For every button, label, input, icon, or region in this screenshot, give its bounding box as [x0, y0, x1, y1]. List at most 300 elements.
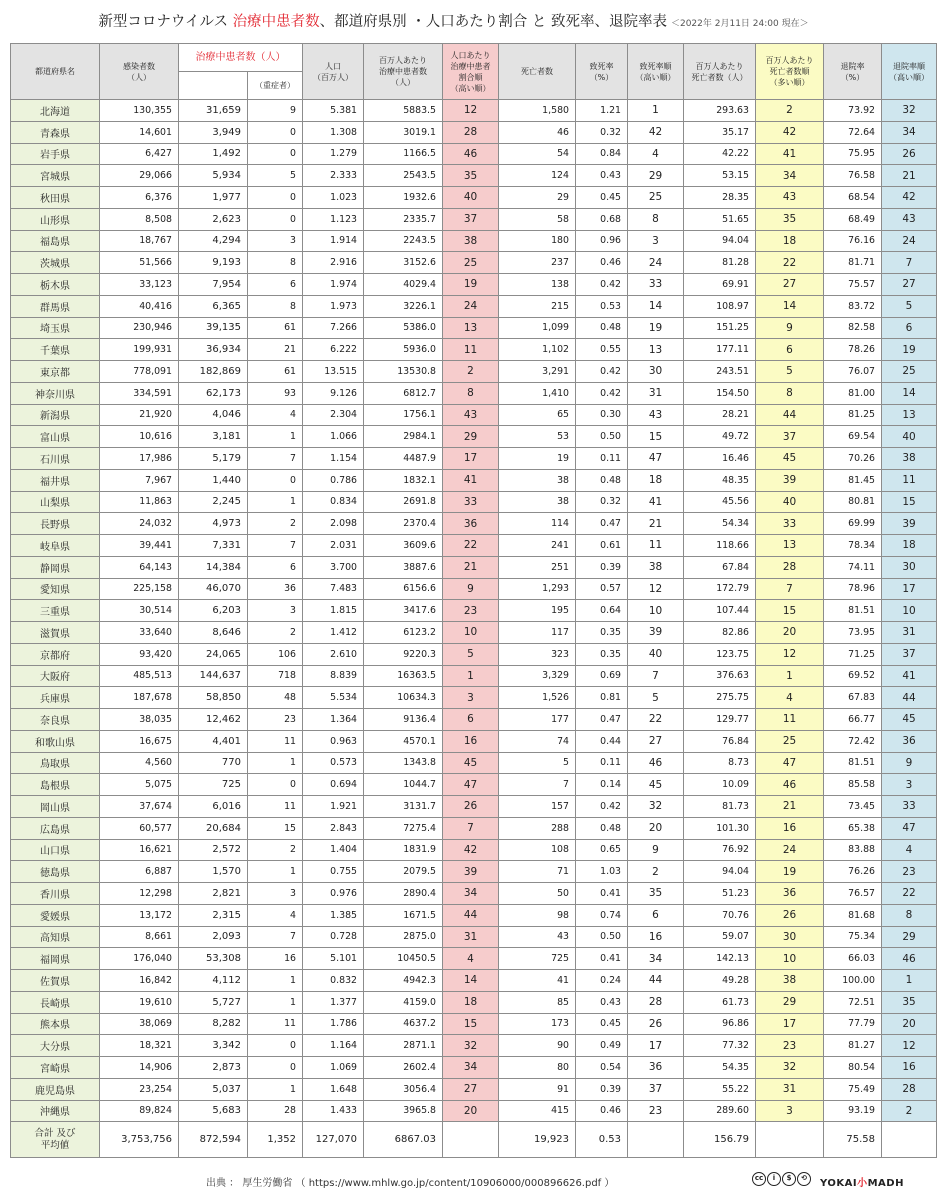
cell-deaths-per-million: 70.76 [684, 904, 756, 926]
cell-ratio-rank: 29 [443, 426, 499, 448]
cell-treating: 39,135 [179, 317, 248, 339]
cell-population: 8.839 [303, 665, 364, 687]
cell-fatality-rank: 33 [628, 274, 684, 296]
cell-discharge-rank: 47 [882, 817, 937, 839]
cell-deaths-per-million: 69.91 [684, 274, 756, 296]
table-row [11, 796, 937, 818]
cell-per-million: 4570.1 [364, 730, 443, 752]
cell-deaths-pm-rank: 18 [756, 230, 824, 252]
cell-deaths-pm-rank: 31 [756, 1078, 824, 1100]
header-discharge-rank: 退院率順 （高い順） [882, 44, 937, 100]
cell-infected: 8,661 [100, 926, 179, 948]
table-row [11, 274, 937, 296]
cell-treating: 62,173 [179, 382, 248, 404]
cell-fatality-rank: 31 [628, 382, 684, 404]
cell-fatality: 0.69 [576, 665, 628, 687]
cell-discharge-rank: 4 [882, 839, 937, 861]
cell-fatality: 0.50 [576, 426, 628, 448]
cell-discharge: 74.11 [824, 556, 882, 578]
cell-discharge: 82.58 [824, 317, 882, 339]
cell-discharge: 73.45 [824, 796, 882, 818]
cell-treating: 7,954 [179, 274, 248, 296]
cell-fatality: 0.41 [576, 948, 628, 970]
cell-discharge: 69.52 [824, 665, 882, 687]
cell-ratio-rank: 45 [443, 752, 499, 774]
cell-deaths: 117 [499, 622, 576, 644]
total-treating: 872,594 [179, 1122, 248, 1158]
cell-discharge: 72.51 [824, 991, 882, 1013]
cell-fatality-rank: 9 [628, 839, 684, 861]
cell-discharge-rank: 23 [882, 861, 937, 883]
cell-deaths: 54 [499, 143, 576, 165]
cell-severe: 1 [248, 426, 303, 448]
cell-treating: 12,462 [179, 709, 248, 731]
cell-discharge-rank: 6 [882, 317, 937, 339]
cell-deaths: 41 [499, 970, 576, 992]
cell-fatality: 0.57 [576, 578, 628, 600]
cell-deaths-per-million: 67.84 [684, 556, 756, 578]
cell-fatality-rank: 8 [628, 208, 684, 230]
cell-deaths: 177 [499, 709, 576, 731]
cell-fatality: 0.39 [576, 556, 628, 578]
cell-fatality-rank: 17 [628, 1035, 684, 1057]
cell-deaths: 1,410 [499, 382, 576, 404]
cell-infected: 60,577 [100, 817, 179, 839]
cell-deaths: 415 [499, 1100, 576, 1122]
cell-deaths-pm-rank: 10 [756, 948, 824, 970]
cell-deaths-per-million: 81.73 [684, 796, 756, 818]
cell-deaths: 5 [499, 752, 576, 774]
cell-population: 1.364 [303, 709, 364, 731]
cell-fatality: 0.61 [576, 535, 628, 557]
cell-population: 2.304 [303, 404, 364, 426]
cell-infected: 30,514 [100, 600, 179, 622]
total-fatality-rank [628, 1122, 684, 1158]
cell-deaths: 1,580 [499, 100, 576, 122]
header-treating-count [179, 72, 248, 100]
cell-severe: 0 [248, 1035, 303, 1057]
cell-population: 1.973 [303, 295, 364, 317]
cell-severe: 1 [248, 1078, 303, 1100]
cell-pref: 三重県 [11, 600, 100, 622]
cell-ratio-rank: 20 [443, 1100, 499, 1122]
cell-fatality-rank: 11 [628, 535, 684, 557]
cell-deaths-per-million: 82.86 [684, 622, 756, 644]
cell-deaths: 157 [499, 796, 576, 818]
total-discharge: 75.58 [824, 1122, 882, 1158]
cell-treating: 725 [179, 774, 248, 796]
cell-severe: 2 [248, 513, 303, 535]
cell-severe: 5 [248, 165, 303, 187]
cell-ratio-rank: 7 [443, 817, 499, 839]
cell-discharge: 70.26 [824, 448, 882, 470]
cell-fatality-rank: 25 [628, 187, 684, 209]
cell-discharge-rank: 20 [882, 1013, 937, 1035]
cell-population: 1.921 [303, 796, 364, 818]
cell-deaths-pm-rank: 19 [756, 861, 824, 883]
cell-treating: 36,934 [179, 339, 248, 361]
cell-discharge-rank: 26 [882, 143, 937, 165]
cell-deaths-per-million: 107.44 [684, 600, 756, 622]
cell-deaths: 74 [499, 730, 576, 752]
cell-treating: 770 [179, 752, 248, 774]
cell-discharge-rank: 33 [882, 796, 937, 818]
cell-pref: 大分県 [11, 1035, 100, 1057]
cell-deaths: 725 [499, 948, 576, 970]
cell-infected: 19,610 [100, 991, 179, 1013]
cell-discharge-rank: 16 [882, 1057, 937, 1079]
cell-per-million: 3226.1 [364, 295, 443, 317]
title-highlight: 治療中患者数 [232, 14, 320, 30]
title-part2: 、都道府県別 ・人口あたり割合 と 致死率、退院率表 [319, 14, 667, 30]
cell-discharge: 93.19 [824, 1100, 882, 1122]
cell-pref: 鳥取県 [11, 752, 100, 774]
cell-severe: 21 [248, 339, 303, 361]
total-deaths-pm-rank [756, 1122, 824, 1158]
cell-pref: 石川県 [11, 448, 100, 470]
cell-fatality-rank: 45 [628, 774, 684, 796]
cell-population: 5.101 [303, 948, 364, 970]
cell-population: 1.385 [303, 904, 364, 926]
cell-fatality: 0.42 [576, 382, 628, 404]
table-row [11, 143, 937, 165]
cell-deaths-per-million: 49.28 [684, 970, 756, 992]
cell-fatality-rank: 32 [628, 796, 684, 818]
cell-severe: 7 [248, 926, 303, 948]
cell-discharge-rank: 2 [882, 1100, 937, 1122]
total-ratio-rank [443, 1122, 499, 1158]
cell-deaths-per-million: 54.34 [684, 513, 756, 535]
cell-deaths: 195 [499, 600, 576, 622]
table-row [11, 839, 937, 861]
totals-label: 合計 及び 平均値 [11, 1122, 100, 1158]
cell-population: 9.126 [303, 382, 364, 404]
table-row [11, 1078, 937, 1100]
cell-pref: 和歌山県 [11, 730, 100, 752]
cell-deaths: 1,099 [499, 317, 576, 339]
cell-infected: 18,321 [100, 1035, 179, 1057]
cell-deaths: 138 [499, 274, 576, 296]
cell-severe: 718 [248, 665, 303, 687]
cell-discharge-rank: 10 [882, 600, 937, 622]
cell-infected: 24,032 [100, 513, 179, 535]
cell-ratio-rank: 1 [443, 665, 499, 687]
cell-discharge: 73.92 [824, 100, 882, 122]
cell-infected: 16,675 [100, 730, 179, 752]
cell-infected: 13,172 [100, 904, 179, 926]
cell-fatality: 0.68 [576, 208, 628, 230]
cell-ratio-rank: 26 [443, 796, 499, 818]
cell-discharge: 83.72 [824, 295, 882, 317]
cell-ratio-rank: 27 [443, 1078, 499, 1100]
total-population: 127,070 [303, 1122, 364, 1158]
cell-ratio-rank: 4 [443, 948, 499, 970]
table-row [11, 230, 937, 252]
cell-treating: 2,623 [179, 208, 248, 230]
table-row [11, 317, 937, 339]
cell-fatality: 0.64 [576, 600, 628, 622]
cell-deaths-per-million: 55.22 [684, 1078, 756, 1100]
cell-deaths-per-million: 42.22 [684, 143, 756, 165]
cell-pref: 岡山県 [11, 796, 100, 818]
cell-severe: 8 [248, 252, 303, 274]
cell-population: 2.031 [303, 535, 364, 557]
cell-treating: 24,065 [179, 643, 248, 665]
cell-per-million: 3609.6 [364, 535, 443, 557]
cell-per-million: 2871.1 [364, 1035, 443, 1057]
cell-discharge: 71.25 [824, 643, 882, 665]
cell-deaths: 1,526 [499, 687, 576, 709]
table-row [11, 883, 937, 905]
cell-deaths-pm-rank: 43 [756, 187, 824, 209]
cell-fatality: 0.84 [576, 143, 628, 165]
cell-fatality: 0.65 [576, 839, 628, 861]
table-row [11, 1100, 937, 1122]
cell-discharge: 66.77 [824, 709, 882, 731]
cell-fatality-rank: 20 [628, 817, 684, 839]
cell-fatality: 1.03 [576, 861, 628, 883]
cell-deaths: 7 [499, 774, 576, 796]
cell-severe: 0 [248, 208, 303, 230]
cell-pref: 愛媛県 [11, 904, 100, 926]
cell-treating: 6,365 [179, 295, 248, 317]
cell-deaths-per-million: 289.60 [684, 1100, 756, 1122]
cell-fatality: 0.45 [576, 1013, 628, 1035]
cell-severe: 4 [248, 404, 303, 426]
cell-fatality: 0.41 [576, 883, 628, 905]
cell-discharge: 81.25 [824, 404, 882, 426]
cell-population: 7.483 [303, 578, 364, 600]
cell-discharge: 65.38 [824, 817, 882, 839]
cell-severe: 7 [248, 448, 303, 470]
total-per-million: 6867.03 [364, 1122, 443, 1158]
cell-ratio-rank: 8 [443, 382, 499, 404]
cell-fatality-rank: 38 [628, 556, 684, 578]
cell-infected: 40,416 [100, 295, 179, 317]
nc-icon: $ [782, 1172, 796, 1186]
cell-infected: 21,920 [100, 404, 179, 426]
cell-discharge-rank: 19 [882, 339, 937, 361]
cell-per-million: 2370.4 [364, 513, 443, 535]
cell-deaths-per-million: 45.56 [684, 491, 756, 513]
table-row [11, 774, 937, 796]
table-row [11, 970, 937, 992]
cell-population: 0.694 [303, 774, 364, 796]
cell-discharge: 75.49 [824, 1078, 882, 1100]
cell-deaths-per-million: 51.65 [684, 208, 756, 230]
cell-infected: 199,931 [100, 339, 179, 361]
cell-discharge: 76.58 [824, 165, 882, 187]
cell-per-million: 4487.9 [364, 448, 443, 470]
cell-ratio-rank: 42 [443, 839, 499, 861]
cell-population: 0.573 [303, 752, 364, 774]
cell-population: 13.515 [303, 361, 364, 383]
header-deaths-pm-rank: 百万人あたり 死亡者数順 （多い順） [756, 44, 824, 100]
cell-ratio-rank: 19 [443, 274, 499, 296]
cell-pref: 福井県 [11, 469, 100, 491]
cell-severe: 11 [248, 1013, 303, 1035]
table-row [11, 491, 937, 513]
cell-per-million: 4029.4 [364, 274, 443, 296]
cell-ratio-rank: 2 [443, 361, 499, 383]
cell-discharge: 76.07 [824, 361, 882, 383]
table-row [11, 513, 937, 535]
cell-severe: 8 [248, 295, 303, 317]
cell-fatality: 0.49 [576, 1035, 628, 1057]
cell-treating: 7,331 [179, 535, 248, 557]
cell-infected: 14,601 [100, 121, 179, 143]
cell-deaths-per-million: 48.35 [684, 469, 756, 491]
cell-treating: 5,037 [179, 1078, 248, 1100]
cell-discharge-rank: 11 [882, 469, 937, 491]
cell-fatality-rank: 47 [628, 448, 684, 470]
cell-population: 1.154 [303, 448, 364, 470]
cell-severe: 2 [248, 622, 303, 644]
cell-severe: 0 [248, 774, 303, 796]
cell-treating: 5,683 [179, 1100, 248, 1122]
cell-fatality-rank: 24 [628, 252, 684, 274]
cell-pref: 兵庫県 [11, 687, 100, 709]
header-deaths-per-million: 百万人あたり 死亡者数（人） [684, 44, 756, 100]
cell-treating: 20,684 [179, 817, 248, 839]
cell-deaths-pm-rank: 14 [756, 295, 824, 317]
cell-severe: 9 [248, 100, 303, 122]
cell-ratio-rank: 18 [443, 991, 499, 1013]
cell-per-million: 1831.9 [364, 839, 443, 861]
cell-discharge-rank: 39 [882, 513, 937, 535]
header-fatality-rank: 致死率順 （高い順） [628, 44, 684, 100]
cell-infected: 23,254 [100, 1078, 179, 1100]
table-row [11, 404, 937, 426]
cell-fatality: 0.30 [576, 404, 628, 426]
cell-per-million: 4637.2 [364, 1013, 443, 1035]
cell-fatality: 0.54 [576, 1057, 628, 1079]
cell-pref: 山形県 [11, 208, 100, 230]
cell-discharge: 81.51 [824, 752, 882, 774]
cell-pref: 宮城県 [11, 165, 100, 187]
cell-severe: 106 [248, 643, 303, 665]
total-deaths-per-million: 156.79 [684, 1122, 756, 1158]
cell-deaths-per-million: 51.23 [684, 883, 756, 905]
cell-pref: 大阪府 [11, 665, 100, 687]
cell-severe: 61 [248, 317, 303, 339]
cell-pref: 東京都 [11, 361, 100, 383]
cell-per-million: 10450.5 [364, 948, 443, 970]
cell-fatality-rank: 28 [628, 991, 684, 1013]
cell-fatality: 0.55 [576, 339, 628, 361]
cell-pref: 千葉県 [11, 339, 100, 361]
header-discharge: 退院率 （%） [824, 44, 882, 100]
cell-severe: 3 [248, 600, 303, 622]
cell-pref: 長野県 [11, 513, 100, 535]
cell-fatality-rank: 22 [628, 709, 684, 731]
cell-infected: 230,946 [100, 317, 179, 339]
cell-pref: 長崎県 [11, 991, 100, 1013]
cell-deaths-per-million: 376.63 [684, 665, 756, 687]
cell-deaths: 71 [499, 861, 576, 883]
cell-discharge: 76.26 [824, 861, 882, 883]
cell-per-million: 3417.6 [364, 600, 443, 622]
cell-fatality: 0.48 [576, 817, 628, 839]
cell-per-million: 2335.7 [364, 208, 443, 230]
table-row [11, 1057, 937, 1079]
cell-fatality-rank: 43 [628, 404, 684, 426]
cell-pref: 愛知県 [11, 578, 100, 600]
cell-discharge: 67.83 [824, 687, 882, 709]
cell-deaths: 65 [499, 404, 576, 426]
cell-deaths-per-million: 177.11 [684, 339, 756, 361]
cell-deaths: 19 [499, 448, 576, 470]
cell-discharge: 69.99 [824, 513, 882, 535]
cell-pref: 富山県 [11, 426, 100, 448]
cell-treating: 58,850 [179, 687, 248, 709]
cell-discharge-rank: 1 [882, 970, 937, 992]
cell-discharge-rank: 43 [882, 208, 937, 230]
brand-logo: YOKAI小MADH [820, 1178, 904, 1189]
cell-deaths: 29 [499, 187, 576, 209]
cell-fatality: 0.46 [576, 1100, 628, 1122]
cell-deaths-pm-rank: 40 [756, 491, 824, 513]
cell-discharge-rank: 45 [882, 709, 937, 731]
cell-deaths-per-million: 96.86 [684, 1013, 756, 1035]
cell-ratio-rank: 5 [443, 643, 499, 665]
cell-per-million: 6812.7 [364, 382, 443, 404]
cell-ratio-rank: 37 [443, 208, 499, 230]
cell-deaths-pm-rank: 42 [756, 121, 824, 143]
table-row [11, 687, 937, 709]
cell-discharge: 75.34 [824, 926, 882, 948]
cell-fatality: 0.14 [576, 774, 628, 796]
cell-deaths-per-million: 16.46 [684, 448, 756, 470]
cell-population: 1.914 [303, 230, 364, 252]
cell-severe: 1 [248, 491, 303, 513]
cell-pref: 佐賀県 [11, 970, 100, 992]
cell-fatality-rank: 26 [628, 1013, 684, 1035]
cell-per-million: 3019.1 [364, 121, 443, 143]
cell-treating: 2,315 [179, 904, 248, 926]
cell-per-million: 10634.3 [364, 687, 443, 709]
cell-deaths-pm-rank: 23 [756, 1035, 824, 1057]
cell-discharge: 81.71 [824, 252, 882, 274]
cell-deaths: 91 [499, 1078, 576, 1100]
cell-deaths: 46 [499, 121, 576, 143]
cell-pref: 香川県 [11, 883, 100, 905]
cell-treating: 9,193 [179, 252, 248, 274]
table-row [11, 948, 937, 970]
cell-fatality-rank: 30 [628, 361, 684, 383]
cell-deaths-per-million: 28.21 [684, 404, 756, 426]
cell-deaths: 3,329 [499, 665, 576, 687]
cell-fatality: 0.35 [576, 622, 628, 644]
cell-infected: 14,906 [100, 1057, 179, 1079]
cell-fatality-rank: 16 [628, 926, 684, 948]
cell-discharge: 78.96 [824, 578, 882, 600]
cell-infected: 29,066 [100, 165, 179, 187]
table-row [11, 861, 937, 883]
cell-discharge-rank: 18 [882, 535, 937, 557]
cell-deaths: 3,291 [499, 361, 576, 383]
cell-discharge: 76.57 [824, 883, 882, 905]
cell-treating: 31,659 [179, 100, 248, 122]
cell-infected: 176,040 [100, 948, 179, 970]
cell-population: 1.279 [303, 143, 364, 165]
cell-severe: 2 [248, 839, 303, 861]
cell-deaths-pm-rank: 13 [756, 535, 824, 557]
cell-deaths-pm-rank: 25 [756, 730, 824, 752]
cell-severe: 61 [248, 361, 303, 383]
cell-ratio-rank: 17 [443, 448, 499, 470]
cell-pref: 奈良県 [11, 709, 100, 731]
